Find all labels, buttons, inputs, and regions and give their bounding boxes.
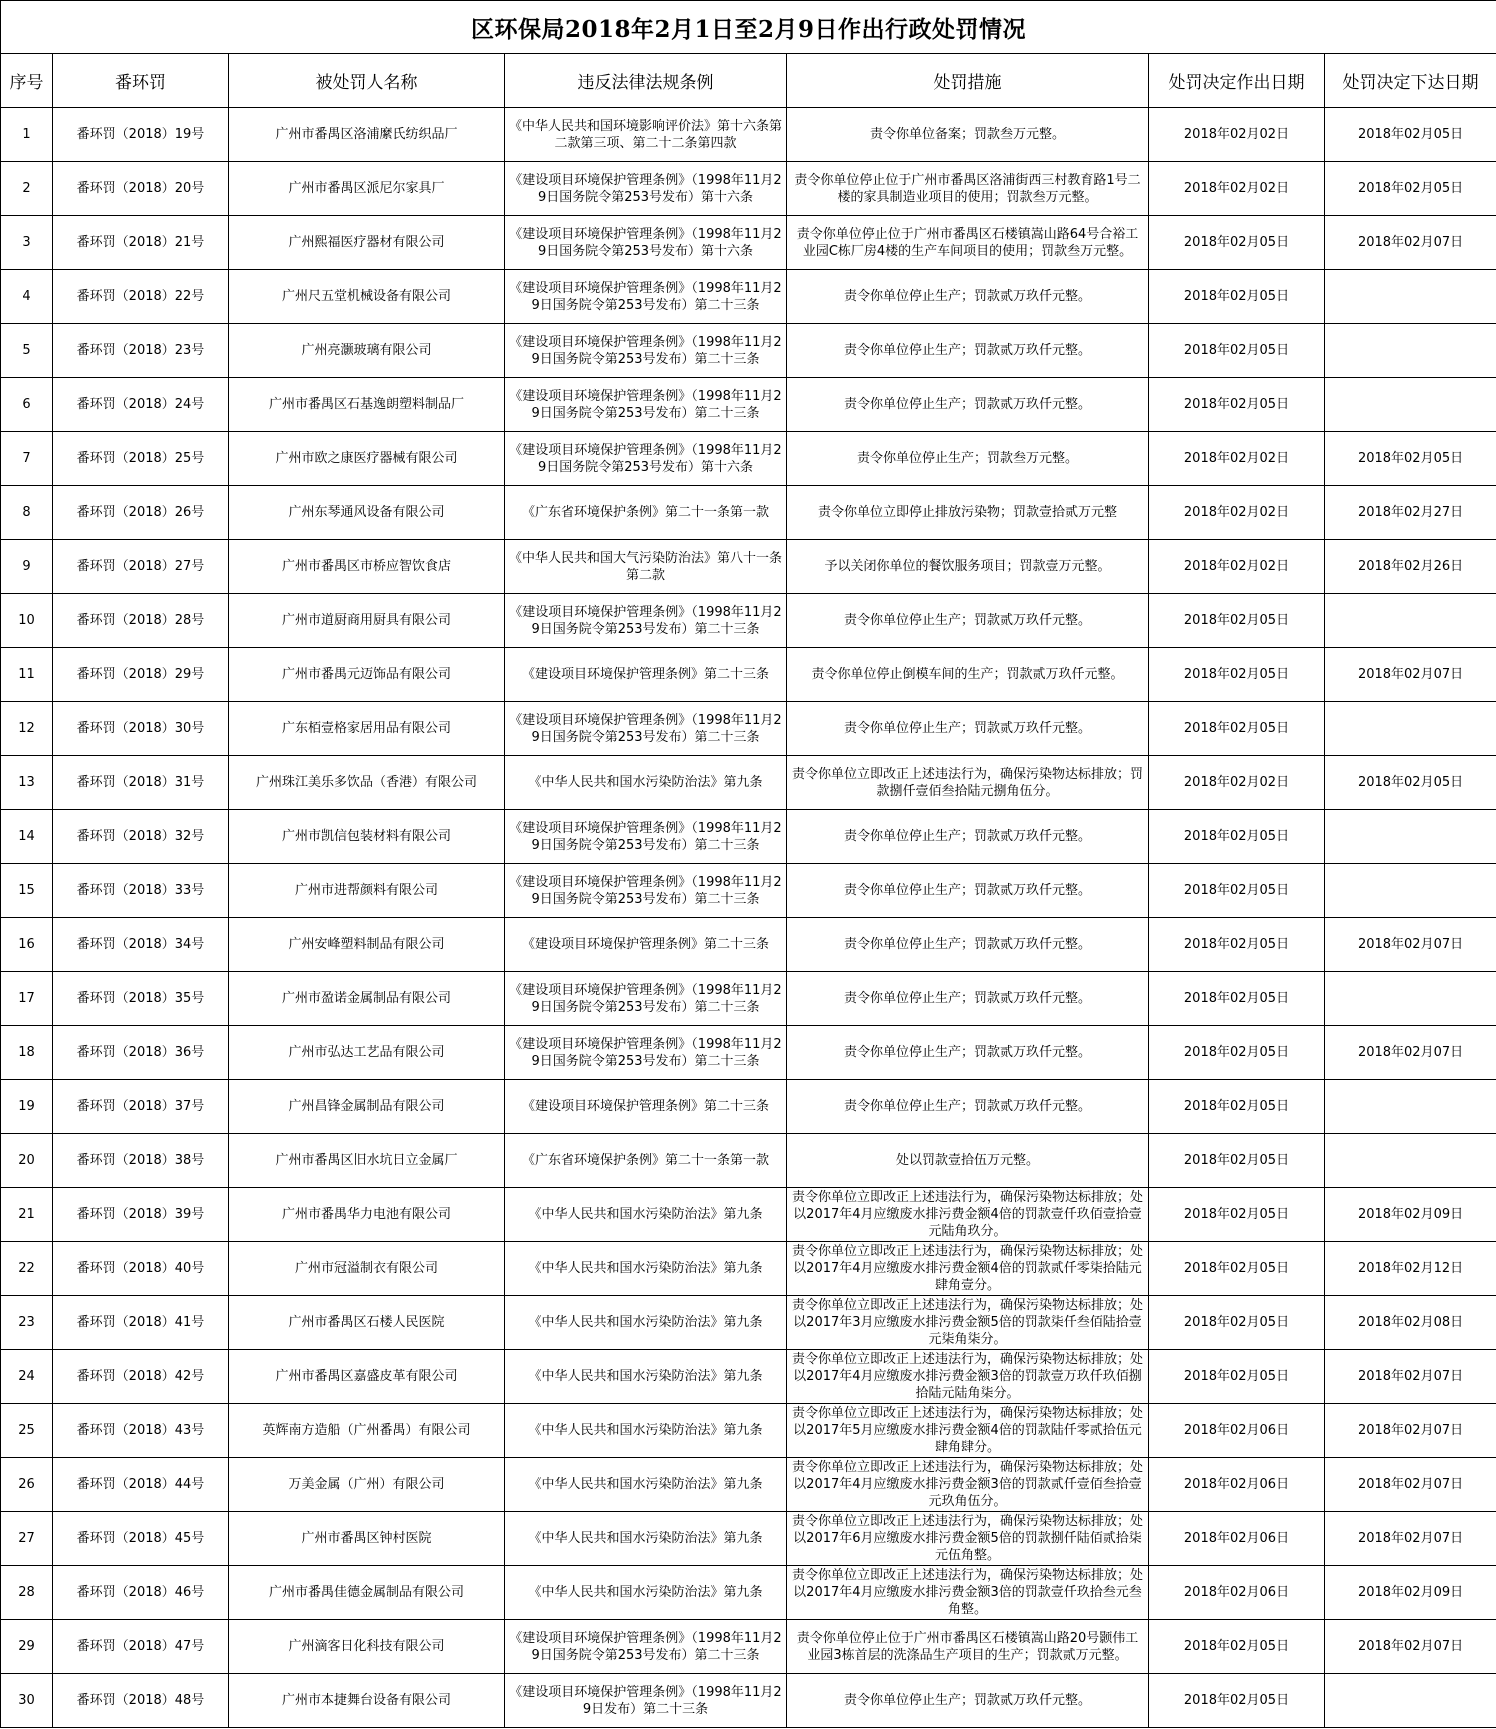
cell-measure: 责令你单位停止位于广州市番禺区洛浦街西三村教育路1号二楼的家具制造业项目的使用；罚款叁万元整。 — [787, 162, 1149, 216]
cell-measure: 责令你单位停止位于广州市番禺区石楼镇嵩山路64号合裕工业园C栋厂房4楼的生产车间项目的使用；罚款叁万元整。 — [787, 216, 1149, 270]
cell-issued-date: 2018年02月07日 — [1325, 1458, 1496, 1512]
cell-clause: 《建设项目环境保护管理条例》第二十三条 — [505, 1080, 787, 1134]
table-row — [1, 432, 1496, 486]
table-row — [1, 1134, 1496, 1188]
cell-made-date: 2018年02月06日 — [1149, 1458, 1325, 1512]
cell-made-date: 2018年02月05日 — [1149, 1080, 1325, 1134]
cell-clause: 《建设项目环境保护管理条例》（1998年11月29日国务院令第253号发布）第二十三条 — [505, 1620, 787, 1674]
cell-name: 广州市番禺区钟村医院 — [229, 1512, 505, 1566]
cell-issued-date — [1325, 270, 1496, 324]
cell-measure: 责令你单位停止生产；罚款贰万玖仟元整。 — [787, 594, 1149, 648]
cell-clause: 《中华人民共和国环境影响评价法》第十六条第二款第三项、第二十二条第四款 — [505, 108, 787, 162]
table-row — [1, 270, 1496, 324]
cell-clause: 《中华人民共和国水污染防治法》第九条 — [505, 1404, 787, 1458]
cell-issued-date: 2018年02月08日 — [1325, 1296, 1496, 1350]
cell-code: 番环罚（2018）39号 — [53, 1188, 229, 1242]
cell-measure: 责令你单位立即停止排放污染物；罚款壹拾贰万元整 — [787, 486, 1149, 540]
cell-clause: 《建设项目环境保护管理条例》第二十三条 — [505, 648, 787, 702]
cell-measure: 责令你单位立即改正上述违法行为，确保污染物达标排放；处以2017年3月应缴废水排污费金额5倍的罚款柒仟叁佰陆拾壹元柒角柒分。 — [787, 1296, 1149, 1350]
table-row — [1, 540, 1496, 594]
cell-made-date: 2018年02月02日 — [1149, 162, 1325, 216]
cell-name: 广州市凯信包装材料有限公司 — [229, 810, 505, 864]
cell-no: 17 — [1, 972, 53, 1026]
cell-measure: 责令你单位停止生产；罚款贰万玖仟元整。 — [787, 378, 1149, 432]
cell-clause: 《中华人民共和国水污染防治法》第九条 — [505, 1296, 787, 1350]
cell-made-date: 2018年02月05日 — [1149, 1242, 1325, 1296]
cell-measure: 责令你单位停止生产；罚款贰万玖仟元整。 — [787, 918, 1149, 972]
cell-code: 番环罚（2018）48号 — [53, 1674, 229, 1728]
cell-issued-date — [1325, 1134, 1496, 1188]
cell-clause: 《建设项目环境保护管理条例》（1998年11月29日发布）第二十三条 — [505, 1674, 787, 1728]
cell-clause: 《建设项目环境保护管理条例》（1998年11月29日国务院令第253号发布）第二十三条 — [505, 972, 787, 1026]
cell-issued-date: 2018年02月12日 — [1325, 1242, 1496, 1296]
table-row — [1, 918, 1496, 972]
cell-issued-date: 2018年02月09日 — [1325, 1188, 1496, 1242]
cell-no: 2 — [1, 162, 53, 216]
cell-issued-date — [1325, 702, 1496, 756]
cell-code: 番环罚（2018）43号 — [53, 1404, 229, 1458]
cell-made-date: 2018年02月05日 — [1149, 1134, 1325, 1188]
cell-no: 1 — [1, 108, 53, 162]
cell-made-date: 2018年02月02日 — [1149, 432, 1325, 486]
cell-code: 番环罚（2018）35号 — [53, 972, 229, 1026]
cell-no: 14 — [1, 810, 53, 864]
cell-no: 23 — [1, 1296, 53, 1350]
table-row — [1, 1674, 1496, 1728]
cell-name: 广州市道厨商用厨具有限公司 — [229, 594, 505, 648]
header-name: 被处罚人名称 — [229, 54, 505, 108]
cell-issued-date: 2018年02月07日 — [1325, 648, 1496, 702]
cell-measure: 责令你单位立即改正上述违法行为，确保污染物达标排放；处以2017年4月应缴废水排污费金额4倍的罚款贰仟零柒拾陆元肆角壹分。 — [787, 1242, 1149, 1296]
table-row — [1, 324, 1496, 378]
cell-clause: 《建设项目环境保护管理条例》（1998年11月29日国务院令第253号发布）第十六条 — [505, 162, 787, 216]
table-row — [1, 1242, 1496, 1296]
cell-no: 28 — [1, 1566, 53, 1620]
cell-made-date: 2018年02月05日 — [1149, 702, 1325, 756]
cell-name: 万美金属（广州）有限公司 — [229, 1458, 505, 1512]
cell-no: 3 — [1, 216, 53, 270]
cell-clause: 《建设项目环境保护管理条例》（1998年11月29日国务院令第253号发布）第二十三条 — [505, 324, 787, 378]
header-issued-date: 处罚决定下达日期 — [1325, 54, 1496, 108]
cell-made-date: 2018年02月06日 — [1149, 1404, 1325, 1458]
cell-measure: 责令你单位停止生产；罚款叁万元整。 — [787, 432, 1149, 486]
cell-no: 9 — [1, 540, 53, 594]
cell-made-date: 2018年02月05日 — [1149, 1296, 1325, 1350]
cell-code: 番环罚（2018）21号 — [53, 216, 229, 270]
cell-measure: 处以罚款壹拾伍万元整。 — [787, 1134, 1149, 1188]
cell-made-date: 2018年02月05日 — [1149, 1188, 1325, 1242]
table-row — [1, 756, 1496, 810]
cell-name: 广州尺五堂机械设备有限公司 — [229, 270, 505, 324]
cell-no: 22 — [1, 1242, 53, 1296]
cell-code: 番环罚（2018）19号 — [53, 108, 229, 162]
cell-made-date: 2018年02月05日 — [1149, 594, 1325, 648]
cell-no: 29 — [1, 1620, 53, 1674]
cell-issued-date: 2018年02月07日 — [1325, 1404, 1496, 1458]
cell-code: 番环罚（2018）25号 — [53, 432, 229, 486]
cell-made-date: 2018年02月02日 — [1149, 486, 1325, 540]
cell-no: 12 — [1, 702, 53, 756]
cell-no: 25 — [1, 1404, 53, 1458]
cell-clause: 《建设项目环境保护管理条例》（1998年11月29日国务院令第253号发布）第二十三条 — [505, 270, 787, 324]
cell-code: 番环罚（2018）28号 — [53, 594, 229, 648]
cell-made-date: 2018年02月05日 — [1149, 378, 1325, 432]
cell-clause: 《建设项目环境保护管理条例》第二十三条 — [505, 918, 787, 972]
cell-made-date: 2018年02月05日 — [1149, 1620, 1325, 1674]
cell-no: 6 — [1, 378, 53, 432]
cell-code: 番环罚（2018）33号 — [53, 864, 229, 918]
cell-no: 8 — [1, 486, 53, 540]
cell-code: 番环罚（2018）29号 — [53, 648, 229, 702]
cell-name: 广州市番禺区嘉盛皮革有限公司 — [229, 1350, 505, 1404]
cell-issued-date — [1325, 324, 1496, 378]
cell-code: 番环罚（2018）30号 — [53, 702, 229, 756]
cell-name: 广东栢壹格家居用品有限公司 — [229, 702, 505, 756]
cell-issued-date: 2018年02月07日 — [1325, 1026, 1496, 1080]
cell-measure: 责令你单位停止生产；罚款贰万玖仟元整。 — [787, 1026, 1149, 1080]
cell-clause: 《建设项目环境保护管理条例》（1998年11月29日国务院令第253号发布）第二十三条 — [505, 864, 787, 918]
table-row — [1, 972, 1496, 1026]
table-row — [1, 1404, 1496, 1458]
table-row — [1, 486, 1496, 540]
cell-clause: 《建设项目环境保护管理条例》（1998年11月29日国务院令第253号发布）第二十三条 — [505, 594, 787, 648]
cell-no: 4 — [1, 270, 53, 324]
cell-name: 广州市番禺区派尼尔家具厂 — [229, 162, 505, 216]
cell-measure: 责令你单位立即改正上述违法行为，确保污染物达标排放；处以2017年5月应缴废水排污费金额4倍的罚款陆仟零贰拾伍元肆角肆分。 — [787, 1404, 1149, 1458]
table-row — [1, 108, 1496, 162]
cell-no: 26 — [1, 1458, 53, 1512]
cell-code: 番环罚（2018）41号 — [53, 1296, 229, 1350]
cell-clause: 《中华人民共和国水污染防治法》第九条 — [505, 1350, 787, 1404]
cell-made-date: 2018年02月02日 — [1149, 540, 1325, 594]
cell-code: 番环罚（2018）31号 — [53, 756, 229, 810]
cell-no: 10 — [1, 594, 53, 648]
cell-clause: 《中华人民共和国大气污染防治法》第八十一条第二款 — [505, 540, 787, 594]
cell-issued-date — [1325, 1080, 1496, 1134]
cell-no: 16 — [1, 918, 53, 972]
cell-clause: 《建设项目环境保护管理条例》（1998年11月29日国务院令第253号发布）第二十三条 — [505, 702, 787, 756]
cell-code: 番环罚（2018）20号 — [53, 162, 229, 216]
cell-name: 广州安峰塑料制品有限公司 — [229, 918, 505, 972]
header-no: 序号 — [1, 54, 53, 108]
table-row — [1, 1296, 1496, 1350]
cell-name: 广州市冠溢制衣有限公司 — [229, 1242, 505, 1296]
table-row — [1, 702, 1496, 756]
cell-code: 番环罚（2018）46号 — [53, 1566, 229, 1620]
cell-measure: 责令你单位立即改正上述违法行为，确保污染物达标排放；罚款捌仟壹佰叁拾陆元捌角伍分。 — [787, 756, 1149, 810]
cell-clause: 《中华人民共和国水污染防治法》第九条 — [505, 1188, 787, 1242]
cell-name: 英辉南方造船（广州番禺）有限公司 — [229, 1404, 505, 1458]
cell-name: 广州滴客日化科技有限公司 — [229, 1620, 505, 1674]
cell-code: 番环罚（2018）40号 — [53, 1242, 229, 1296]
cell-name: 广州市番禺区石楼人民医院 — [229, 1296, 505, 1350]
cell-name: 广州市盈诺金属制品有限公司 — [229, 972, 505, 1026]
cell-issued-date: 2018年02月07日 — [1325, 1620, 1496, 1674]
cell-issued-date: 2018年02月05日 — [1325, 756, 1496, 810]
table-row — [1, 1026, 1496, 1080]
table-row — [1, 810, 1496, 864]
cell-measure: 责令你单位立即改正上述违法行为，确保污染物达标排放；处以2017年4月应缴废水排污费金额3倍的罚款壹万玖仟玖佰捌拾陆元陆角柒分。 — [787, 1350, 1149, 1404]
cell-clause: 《中华人民共和国水污染防治法》第九条 — [505, 756, 787, 810]
cell-measure: 责令你单位备案；罚款叁万元整。 — [787, 108, 1149, 162]
cell-made-date: 2018年02月05日 — [1149, 1674, 1325, 1728]
cell-no: 11 — [1, 648, 53, 702]
cell-measure: 责令你单位停止生产；罚款贰万玖仟元整。 — [787, 270, 1149, 324]
cell-made-date: 2018年02月02日 — [1149, 108, 1325, 162]
cell-measure: 责令你单位立即改正上述违法行为，确保污染物达标排放；处以2017年4月应缴废水排污费金额4倍的罚款壹仟玖佰壹拾壹元陆角玖分。 — [787, 1188, 1149, 1242]
cell-name: 广州亮灏玻璃有限公司 — [229, 324, 505, 378]
cell-issued-date: 2018年02月05日 — [1325, 162, 1496, 216]
table-row — [1, 1080, 1496, 1134]
cell-code: 番环罚（2018）37号 — [53, 1080, 229, 1134]
cell-name: 广州昌锋金属制品有限公司 — [229, 1080, 505, 1134]
cell-issued-date: 2018年02月05日 — [1325, 432, 1496, 486]
cell-made-date: 2018年02月06日 — [1149, 1566, 1325, 1620]
table-body — [1, 108, 1496, 1728]
cell-made-date: 2018年02月05日 — [1149, 864, 1325, 918]
header-code: 番环罚 — [53, 54, 229, 108]
cell-no: 24 — [1, 1350, 53, 1404]
table-row — [1, 216, 1496, 270]
cell-code: 番环罚（2018）26号 — [53, 486, 229, 540]
cell-issued-date — [1325, 378, 1496, 432]
cell-made-date: 2018年02月05日 — [1149, 324, 1325, 378]
cell-measure: 责令你单位停止生产；罚款贰万玖仟元整。 — [787, 1080, 1149, 1134]
cell-measure: 责令你单位停止生产；罚款贰万玖仟元整。 — [787, 1674, 1149, 1728]
cell-issued-date — [1325, 1674, 1496, 1728]
cell-issued-date: 2018年02月07日 — [1325, 918, 1496, 972]
cell-name: 广州市番禺区旧水坑日立金属厂 — [229, 1134, 505, 1188]
cell-no: 7 — [1, 432, 53, 486]
cell-name: 广州市本捷舞台设备有限公司 — [229, 1674, 505, 1728]
cell-measure: 责令你单位立即改正上述违法行为，确保污染物达标排放；处以2017年4月应缴废水排污费金额3倍的罚款贰仟壹佰叁拾壹元玖角伍分。 — [787, 1458, 1149, 1512]
cell-no: 5 — [1, 324, 53, 378]
cell-no: 20 — [1, 1134, 53, 1188]
table-row — [1, 1566, 1496, 1620]
table-row — [1, 594, 1496, 648]
header-clause: 违反法律法规条例 — [505, 54, 787, 108]
cell-code: 番环罚（2018）34号 — [53, 918, 229, 972]
cell-measure: 责令你单位停止生产；罚款贰万玖仟元整。 — [787, 864, 1149, 918]
cell-issued-date: 2018年02月26日 — [1325, 540, 1496, 594]
table-row — [1, 1350, 1496, 1404]
cell-name: 广州珠江美乐多饮品（香港）有限公司 — [229, 756, 505, 810]
cell-clause: 《中华人民共和国水污染防治法》第九条 — [505, 1242, 787, 1296]
table-row — [1, 1620, 1496, 1674]
cell-no: 30 — [1, 1674, 53, 1728]
cell-code: 番环罚（2018）44号 — [53, 1458, 229, 1512]
cell-no: 19 — [1, 1080, 53, 1134]
cell-issued-date: 2018年02月07日 — [1325, 1350, 1496, 1404]
cell-code: 番环罚（2018）42号 — [53, 1350, 229, 1404]
cell-made-date: 2018年02月05日 — [1149, 648, 1325, 702]
cell-code: 番环罚（2018）38号 — [53, 1134, 229, 1188]
table-row — [1, 378, 1496, 432]
cell-name: 广州市番禺区洛浦縻氏纺织品厂 — [229, 108, 505, 162]
cell-no: 21 — [1, 1188, 53, 1242]
cell-clause: 《中华人民共和国水污染防治法》第九条 — [505, 1566, 787, 1620]
cell-no: 18 — [1, 1026, 53, 1080]
cell-name: 广州熙福医疗器材有限公司 — [229, 216, 505, 270]
cell-issued-date — [1325, 972, 1496, 1026]
cell-made-date: 2018年02月05日 — [1149, 1026, 1325, 1080]
cell-made-date: 2018年02月02日 — [1149, 756, 1325, 810]
cell-name: 广州市欧之康医疗器械有限公司 — [229, 432, 505, 486]
cell-code: 番环罚（2018）22号 — [53, 270, 229, 324]
cell-measure: 责令你单位停止生产；罚款贰万玖仟元整。 — [787, 810, 1149, 864]
cell-issued-date: 2018年02月09日 — [1325, 1566, 1496, 1620]
cell-name: 广州市番禺元迈饰品有限公司 — [229, 648, 505, 702]
cell-code: 番环罚（2018）23号 — [53, 324, 229, 378]
cell-made-date: 2018年02月05日 — [1149, 972, 1325, 1026]
cell-name: 广州市番禺佳德金属制品有限公司 — [229, 1566, 505, 1620]
cell-no: 15 — [1, 864, 53, 918]
cell-issued-date: 2018年02月07日 — [1325, 216, 1496, 270]
cell-issued-date — [1325, 594, 1496, 648]
cell-clause: 《建设项目环境保护管理条例》（1998年11月29日国务院令第253号发布）第十六条 — [505, 432, 787, 486]
cell-clause: 《中华人民共和国水污染防治法》第九条 — [505, 1458, 787, 1512]
cell-no: 27 — [1, 1512, 53, 1566]
cell-issued-date: 2018年02月05日 — [1325, 108, 1496, 162]
cell-clause: 《广东省环境保护条例》第二十一条第一款 — [505, 486, 787, 540]
cell-measure: 予以关闭你单位的餐饮服务项目；罚款壹万元整。 — [787, 540, 1149, 594]
cell-made-date: 2018年02月05日 — [1149, 270, 1325, 324]
cell-code: 番环罚（2018）36号 — [53, 1026, 229, 1080]
cell-name: 广州东琴通风设备有限公司 — [229, 486, 505, 540]
cell-measure: 责令你单位停止倒模车间的生产；罚款贰万玖仟元整。 — [787, 648, 1149, 702]
header-measure: 处罚措施 — [787, 54, 1149, 108]
cell-made-date: 2018年02月05日 — [1149, 918, 1325, 972]
cell-code: 番环罚（2018）27号 — [53, 540, 229, 594]
header-made-date: 处罚决定作出日期 — [1149, 54, 1325, 108]
table-row — [1, 1458, 1496, 1512]
cell-made-date: 2018年02月06日 — [1149, 1512, 1325, 1566]
cell-name: 广州市番禺区石基逸朗塑料制品厂 — [229, 378, 505, 432]
cell-code: 番环罚（2018）32号 — [53, 810, 229, 864]
table-row — [1, 864, 1496, 918]
cell-code: 番环罚（2018）47号 — [53, 1620, 229, 1674]
cell-name: 广州市番禺华力电池有限公司 — [229, 1188, 505, 1242]
table-row — [1, 162, 1496, 216]
page-title: 区环保局2018年2月1日至2月9日作出行政处罚情况 — [1, 1, 1496, 54]
cell-clause: 《建设项目环境保护管理条例》（1998年11月29日国务院令第253号发布）第二十三条 — [505, 810, 787, 864]
cell-measure: 责令你单位立即改正上述违法行为，确保污染物达标排放；处以2017年4月应缴废水排污费金额3倍的罚款壹仟玖拾叁元叁角整。 — [787, 1566, 1149, 1620]
cell-issued-date: 2018年02月07日 — [1325, 1512, 1496, 1566]
cell-code: 番环罚（2018）24号 — [53, 378, 229, 432]
cell-no: 13 — [1, 756, 53, 810]
cell-clause: 《建设项目环境保护管理条例》（1998年11月29日国务院令第253号发布）第十六条 — [505, 216, 787, 270]
cell-measure: 责令你单位停止生产；罚款贰万玖仟元整。 — [787, 324, 1149, 378]
table-row — [1, 648, 1496, 702]
cell-measure: 责令你单位立即改正上述违法行为，确保污染物达标排放；处以2017年6月应缴废水排污费金额5倍的罚款捌仟陆佰贰拾柒元伍角整。 — [787, 1512, 1149, 1566]
table-row — [1, 1188, 1496, 1242]
cell-measure: 责令你单位停止生产；罚款贰万玖仟元整。 — [787, 972, 1149, 1026]
cell-clause: 《建设项目环境保护管理条例》（1998年11月29日国务院令第253号发布）第二十三条 — [505, 378, 787, 432]
cell-issued-date — [1325, 810, 1496, 864]
cell-clause: 《中华人民共和国水污染防治法》第九条 — [505, 1512, 787, 1566]
cell-clause: 《广东省环境保护条例》第二十一条第一款 — [505, 1134, 787, 1188]
cell-made-date: 2018年02月05日 — [1149, 216, 1325, 270]
cell-measure: 责令你单位停止位于广州市番禺区石楼镇嵩山路20号颢伟工业园3栋首层的洗涤品生产项目的生产；罚款贰万元整。 — [787, 1620, 1149, 1674]
cell-clause: 《建设项目环境保护管理条例》（1998年11月29日国务院令第253号发布）第二十三条 — [505, 1026, 787, 1080]
cell-issued-date — [1325, 864, 1496, 918]
cell-issued-date: 2018年02月27日 — [1325, 486, 1496, 540]
cell-name: 广州市弘达工艺品有限公司 — [229, 1026, 505, 1080]
table-header-row — [1, 54, 1496, 108]
cell-name: 广州市番禺区市桥应智饮食店 — [229, 540, 505, 594]
cell-measure: 责令你单位停止生产；罚款贰万玖仟元整。 — [787, 702, 1149, 756]
cell-made-date: 2018年02月05日 — [1149, 1350, 1325, 1404]
table-row — [1, 1512, 1496, 1566]
cell-code: 番环罚（2018）45号 — [53, 1512, 229, 1566]
cell-made-date: 2018年02月05日 — [1149, 810, 1325, 864]
cell-name: 广州市进帮颜料有限公司 — [229, 864, 505, 918]
